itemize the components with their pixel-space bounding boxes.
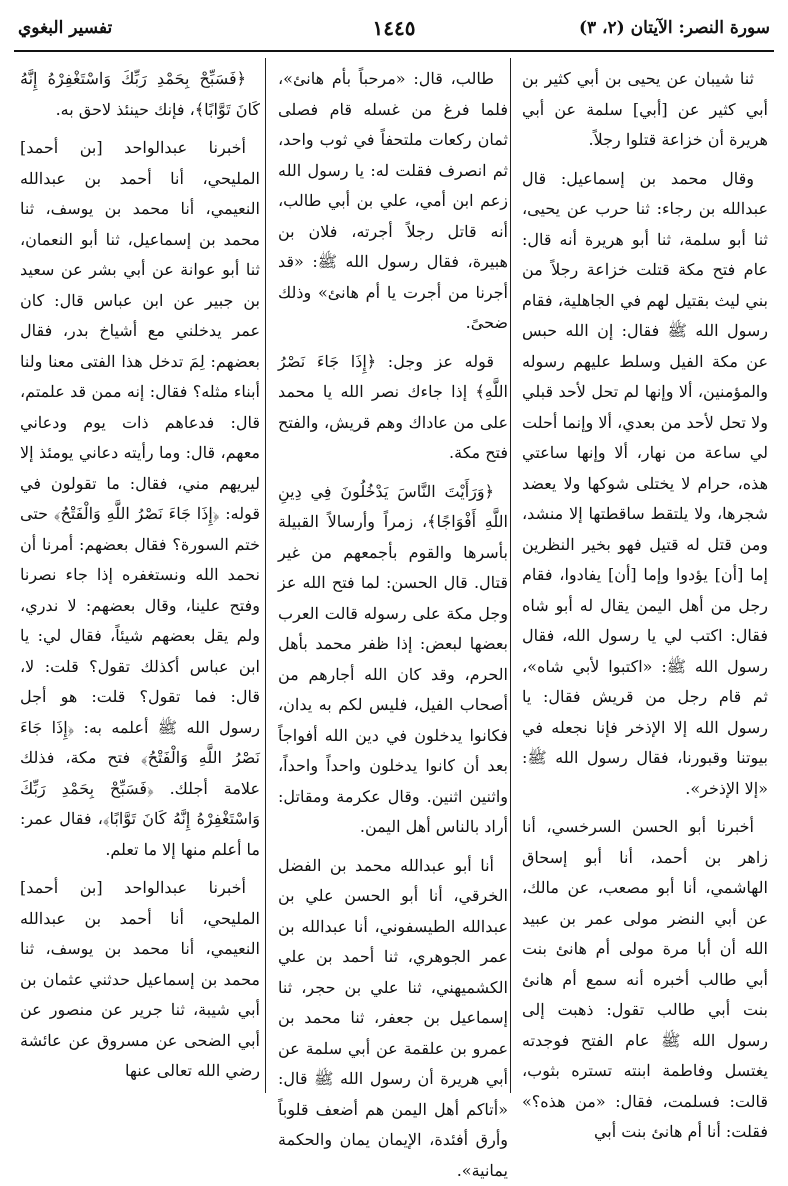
column-divider: [510, 58, 511, 1093]
book-title: تفسير البغوي: [18, 18, 112, 38]
header-divider: [14, 50, 774, 52]
left-column: [20, 64, 260, 1094]
middle-column: [278, 64, 508, 1094]
page-number: ١٤٤٥: [14, 16, 774, 40]
paragraph: أخبرنا عبدالواحد [بن أحمد] المليحي، أنا أحمد بن عبدالله النعيمي، أنا محمد بن يوسف، ثنا محمد بن إسماعيل حدثني عثمان بن أبي شيبة، ثنا جرير عن منصور عن أبي الضحى عن مسروق عن عائشة رضي الله تعالى عنها: [20, 873, 260, 1087]
paragraph: ﴿وَرَأَيْتَ النَّاسَ يَدْخُلُونَ فِي دِينِ اللَّهِ أَفْوَاجًا﴾، زمراً وأرسالاً القبيلة بأسرها والقوم بأجمعهم من غير قتال. قال الحسن: لما فتح الله عز وجل مكة على رسوله قالت العرب بعضها لبعض: إذا ظفر محمد بأهل الحرم، وقد كان الله أجارهم من أصحاب الفيل، فليس لكم به يدان، فكانوا يدخلون في دين الله أفواجاً بعد أن كانوا يدخلون واحداً واحداً، واثنين اثنين. وقال عكرمة ومقاتل: أراد بالناس أهل اليمن.: [278, 477, 508, 843]
paragraph: قوله عز وجل: ﴿إِذَا جَاءَ نَصْرُ اللَّهِ﴾ إذا جاءك نصر الله يا محمد على من عاداك وهم قريش، والفتح فتح مكة.: [278, 347, 508, 469]
paragraph: ﴿فَسَبِّحْ بِحَمْدِ رَبِّكَ وَاسْتَغْفِرْهُ إِنَّهُ كَانَ تَوَّابًا﴾، فإنك حينئذ لاحق به.: [20, 64, 260, 125]
surah-title: سورة النصر: الآيتان (٢، ٣): [579, 18, 770, 38]
paragraph: ثنا شيبان عن يحيى بن أبي كثير بن أبي كثير عن [أبي] سلمة عن أبي هريرة أن خزاعة قتلوا رجلاً.: [522, 64, 768, 156]
paragraph: أخبرنا أبو الحسن السرخسي، أنا زاهر بن أحمد، أنا أبو إسحاق الهاشمي، أنا أبو مصعب، عن مالك، عن أبي النضر مولى عمر بن عبيد الله أن أبا مرة مولى أم هانئ بنت أبي طالب أخبره أنه سمع أم هانئ بنت أبي طالب تقول: ذهبت إلى رسول الله ﷺ عام الفتح فوجدته يغتسل وفاطمة ابنته تستره بثوب، قالت: فسلمت، فقال: «من هذه؟» فقلت: أنا أم هانئ بنت أبي: [522, 812, 768, 1148]
right-column: [522, 64, 768, 1094]
column-divider: [265, 58, 266, 1093]
paragraph: طالب، قال: «مرحباً بأم هانئ»، فلما فرغ من غسله قام فصلى ثمان ركعات ملتحفاً في ثوب واحد، ثم انصرف فقلت له: يا رسول الله زعم ابن أمي، علي بن أبي طالب، أنه قاتل رجلاً أجرته، فلان بن هبيرة، فقال رسول الله ﷺ: «قد أجرنا من أجرت يا أم هانئ» وذلك ضحىً.: [278, 64, 508, 339]
paragraph: أنا أبو عبدالله محمد بن الفضل الخرقي، أنا أبو الحسن علي بن عبدالله الطيسفوني، أنا عبدالله بن عمر الجوهري، ثنا أحمد بن علي الكشميهني، ثنا علي بن حجر، ثنا إسماعيل بن جعفر، ثنا محمد بن عمرو بن علقمة عن أبي سلمة عن أبي هريرة أن رسول الله ﷺ قال: «أتاكم أهل اليمن هم أضعف قلوباً وأرق أفئدة، الإيمان يمان والحكمة يمانية».: [278, 851, 508, 1186]
paragraph: أخبرنا عبدالواحد [بن أحمد] المليحي، أنا أحمد بن عبدالله النعيمي، أنا محمد بن يوسف، ثنا محمد بن إسماعيل، ثنا أبو النعمان، ثنا أبو عوانة عن أبي بشر عن سعيد بن جبير عن ابن عباس قال: كان عمر يدخلني مع أشياخ بدر، فقال بعضهم: لِمَ تدخل هذا الفتى معنا ولنا أبناء مثله؟ فقال: إنه ممن قد علمتم، قال: فدعاهم ذات يوم ودعاني معهم، قال: وما رأيته دعاني يومئذ إلا ليريهم مني، فقال: ما تقولون في قوله: ﴿إِذَا جَاءَ نَصْرُ اللَّهِ وَالْفَتْحُ﴾ حتى ختم السورة؟ فقال بعضهم: أمرنا أن نحمد الله ونستغفره إذا جاء نصرنا وفتح علينا، وقال بعضهم: لا ندري، ولم يقل بعضهم شيئاً، فقال لي: يا ابن عباس أكذلك تقول؟ قلت: لا، قال: فما تقول؟ قلت: هو أجل رسول الله ﷺ أعلمه به: ﴿إِذَا جَاءَ نَصْرُ اللَّهِ وَالْفَتْحُ﴾ فتح مكة، فذلك علامة أجلك. ﴿فَسَبِّحْ بِحَمْدِ رَبِّكَ وَاسْتَغْفِرْهُ إِنَّهُ كَانَ تَوَّابًا﴾، فقال عمر: ما أعلم منها إلا ما تعلم.: [20, 133, 260, 865]
page-header: [14, 8, 774, 48]
paragraph: وقال محمد بن إسماعيل: قال عبدالله بن رجاء: ثنا حرب عن يحيى، ثنا أبو سلمة، ثنا أبو هريرة أنه قال: عام فتح مكة قتلت خزاعة رجلاً من بني ليث بقتيل لهم في الجاهلية، فقام رسول الله ﷺ فقال: إن الله حبس عن مكة الفيل وسلط عليهم رسوله والمؤمنين، ألا وإنها لم تحل لأحد قبلي ولا تحل لأحد من بعدي، ألا وإنما أحلت لي ساعة من نهار، ألا وإنها ساعتي هذه، حرام لا يختلى شوكها ولا يعضد شجرها، ولا يلتقط ساقطتها إلا منشد، ومن قتل له قتيل فهو بخير النظرين إما [أن] يؤدوا وإما [أن] يفادوا، فقام رجل من أهل اليمن يقال له أبو شاه فقال: اكتب لي يا رسول الله، فقال رسول الله ﷺ: «اكتبوا لأبي شاه»، ثم قام رجل من قريش فقال: يا رسول الله إلا الإذخر فإنا نجعله في بيوتنا وقبورنا، فقال رسول الله ﷺ: «إلا الإذخر».: [522, 164, 768, 805]
